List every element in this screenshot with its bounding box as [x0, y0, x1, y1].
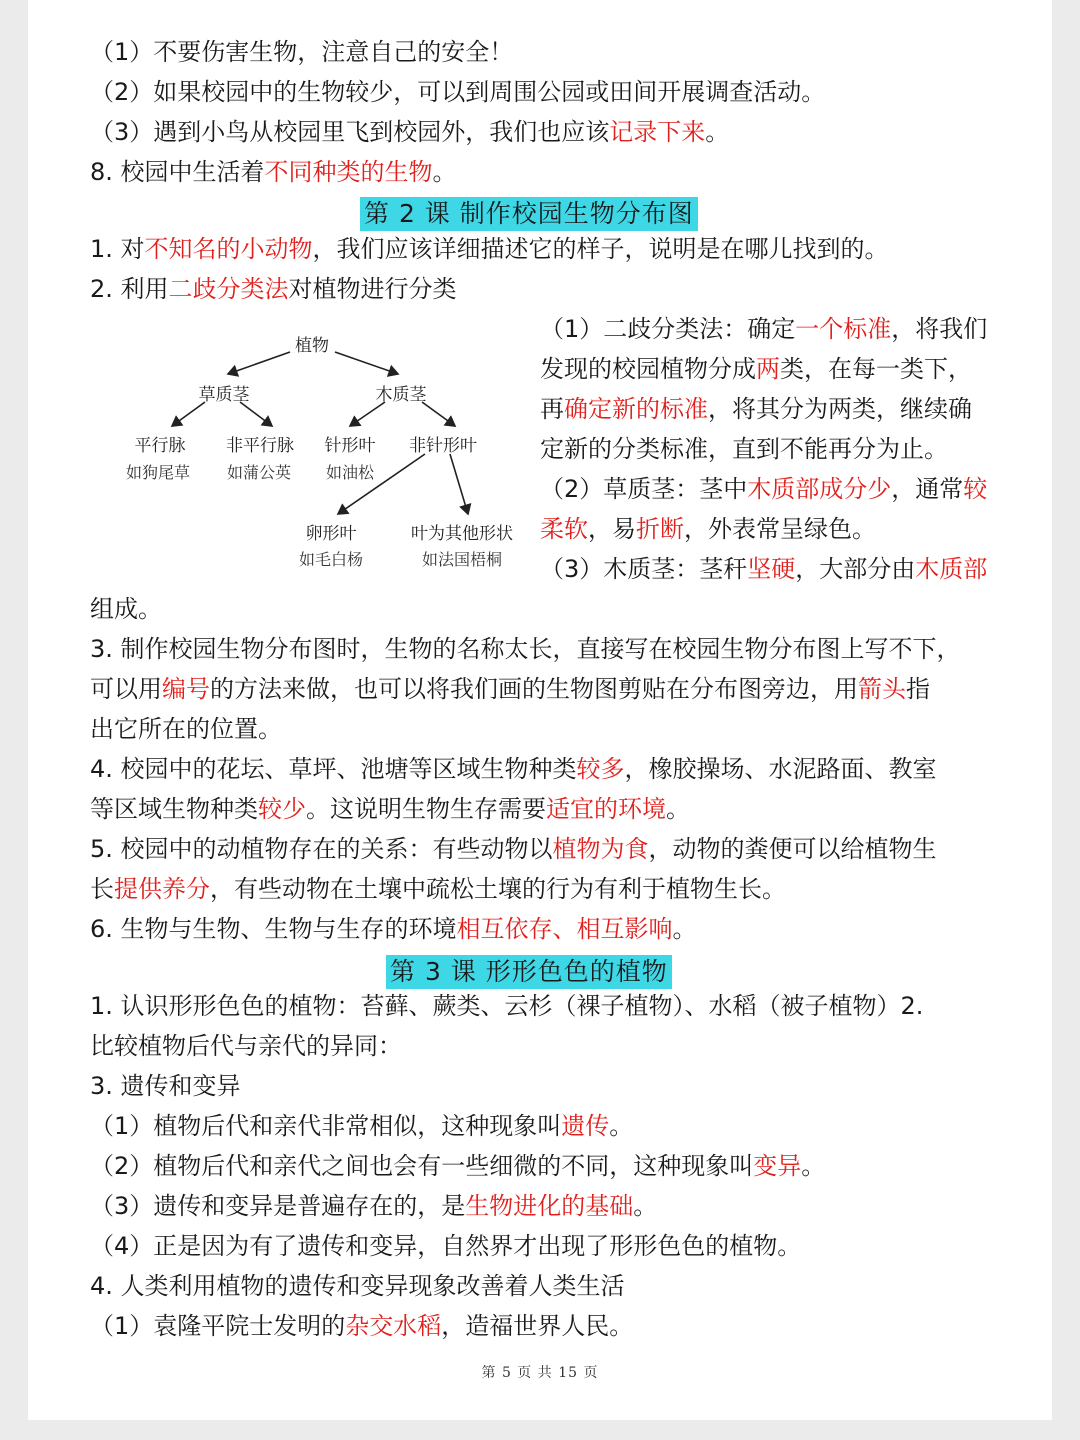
highlight-text: 木质部成分少: [747, 475, 892, 503]
text-line: （3）木质茎：茎秆坚硬，大部分由木质部: [540, 555, 988, 583]
highlight-text: 提供养分: [114, 875, 210, 903]
tree-node-parallel: 平行脉: [134, 436, 186, 456]
tree-node-root: 植物: [295, 336, 329, 356]
text-line: 再确定新的标准，将其分为两类，继续确: [540, 395, 972, 423]
text-line: 比较植物后代与亲代的异同：: [90, 1032, 402, 1060]
tree-example: 如毛白杨: [298, 550, 364, 569]
highlight-text: 不知名的小动物: [144, 235, 313, 263]
text-line: 8. 校园中生活着不同种类的生物。: [90, 158, 457, 186]
text-line: 定新的分类标准，直到不能再分为止。: [540, 435, 948, 463]
text-line: 1. 认识形形色色的植物：苔藓、蕨类、云杉（裸子植物）、水稻（被子植物）2.: [90, 992, 924, 1020]
text-line: （1）袁隆平院士发明的杂交水稻，造福世界人民。: [90, 1312, 634, 1340]
tree-node-nonparallel: 非平行脉: [226, 436, 294, 456]
tree-branch: [172, 402, 205, 426]
tree-node-wood: 木质茎: [375, 385, 427, 405]
text-line: 发现的校园植物分成两类，在每一类下，: [540, 355, 972, 383]
tree-branch: [450, 454, 468, 514]
highlight-text: 两: [756, 355, 780, 383]
tree-branch: [228, 352, 290, 374]
text-line: （3）遗传和变异是普遍存在的，是生物进化的基础。: [90, 1192, 658, 1220]
tree-branch: [350, 402, 385, 426]
text-line: 长提供养分，有些动物在土壤中疏松土壤的行为有利于植物生长。: [90, 875, 786, 903]
text-line: （4）正是因为有了遗传和变异，自然界才出现了形形色色的植物。: [90, 1232, 802, 1260]
highlight-text: 木质部: [915, 555, 988, 583]
text-line: （2）如果校园中的生物较少，可以到周围公园或田间开展调查活动。: [90, 78, 826, 106]
tree-example: 如蒲公英: [226, 463, 292, 482]
text-line: （3）遇到小鸟从校园里飞到校园外，我们也应该记录下来。: [90, 118, 730, 146]
text-line: （2）植物后代和亲代之间也会有一些细微的不同，这种现象叫变异。: [90, 1152, 826, 1180]
tree-node-ovate: 卵形叶: [305, 524, 357, 544]
text-line: 1. 对不知名的小动物，我们应该详细描述它的样子，说明是在哪儿找到的。: [90, 235, 889, 263]
text-line: 出它所在的位置。: [90, 715, 282, 743]
text-line: 4. 校园中的花坛、草坪、池塘等区域生物种类较多，橡胶操场、水泥路面、教室: [90, 755, 937, 783]
highlight-text: 折断: [636, 515, 684, 543]
highlight-text: 生物进化的基础: [465, 1192, 634, 1220]
tree-node-other: 叶为其他形状: [411, 524, 513, 544]
highlight-text: 坚硬: [747, 555, 796, 583]
highlight-text: 杂交水稻: [345, 1312, 442, 1340]
tree-node-herb: 草质茎: [198, 385, 250, 405]
highlight-text: 适宜的环境: [546, 795, 666, 823]
tree-example: 如油松: [325, 463, 375, 482]
highlight-text: 较多: [576, 755, 625, 783]
text-line: （1）植物后代和亲代非常相似，这种现象叫遗传。: [90, 1112, 634, 1140]
tree-example: 如法国梧桐: [421, 550, 503, 569]
tree-branch: [240, 402, 272, 426]
text-line: （2）草质茎：茎中木质部成分少，通常较: [540, 475, 988, 503]
text-line: 组成。: [90, 595, 162, 623]
highlight-text: 遗传: [561, 1112, 610, 1140]
tree-node-nonneedle: 非针形叶: [409, 436, 477, 456]
tree-example: 如狗尾草: [125, 463, 191, 482]
highlight-text: 确定新的标准: [564, 395, 708, 423]
highlight-text: 较: [963, 475, 988, 503]
text-line: 5. 校园中的动植物存在的关系：有些动物以植物为食，动物的粪便可以给植物生: [90, 835, 937, 863]
highlight-text: 相互依存、相互影响: [456, 915, 673, 943]
text-line: 4. 人类利用植物的遗传和变异现象改善着人类生活: [90, 1272, 625, 1300]
highlight-text: 编号: [162, 675, 210, 703]
text-line: （1）二歧分类法：确定一个标准，将我们: [540, 315, 988, 343]
text-line: 可以用编号的方法来做，也可以将我们画的生物图剪贴在分布图旁边，用箭头指: [90, 675, 930, 703]
text-line: 3. 制作校园生物分布图时，生物的名称太长，直接写在校园生物分布图上写不下，: [90, 635, 961, 663]
highlight-text: 柔软: [540, 515, 588, 543]
lesson-heading: 第 2 课 制作校园生物分布图: [360, 197, 698, 231]
highlight-text: 记录下来: [609, 118, 706, 146]
text-line: 等区域生物种类较少。这说明生物生存需要适宜的环境。: [90, 795, 690, 823]
lesson-heading: 第 3 课 形形色色的植物: [386, 955, 672, 989]
text-line: 6. 生物与生物、生物与生存的环境相互依存、相互影响。: [90, 915, 697, 943]
text-line: 柔软，易折断，外表常呈绿色。: [540, 515, 876, 543]
highlight-text: 较少: [258, 795, 306, 823]
highlight-text: 一个标准: [795, 315, 892, 343]
highlight-text: 变异: [753, 1152, 802, 1180]
highlight-text: 不同种类的生物: [264, 158, 433, 186]
text-line: 3. 遗传和变异: [90, 1072, 241, 1100]
text-line: （1）不要伤害生物，注意自己的安全！: [90, 38, 514, 66]
text-line: 2. 利用二歧分类法对植物进行分类: [90, 275, 457, 303]
tree-node-needle: 针形叶: [324, 436, 376, 456]
page-number-footer: 第 5 页 共 15 页: [481, 1365, 599, 1381]
tree-branch: [422, 402, 455, 426]
tree-branch: [335, 352, 398, 374]
highlight-text: 二歧分类法: [168, 275, 289, 303]
highlight-text: 箭头: [858, 675, 906, 703]
highlight-text: 植物为食: [552, 835, 649, 863]
